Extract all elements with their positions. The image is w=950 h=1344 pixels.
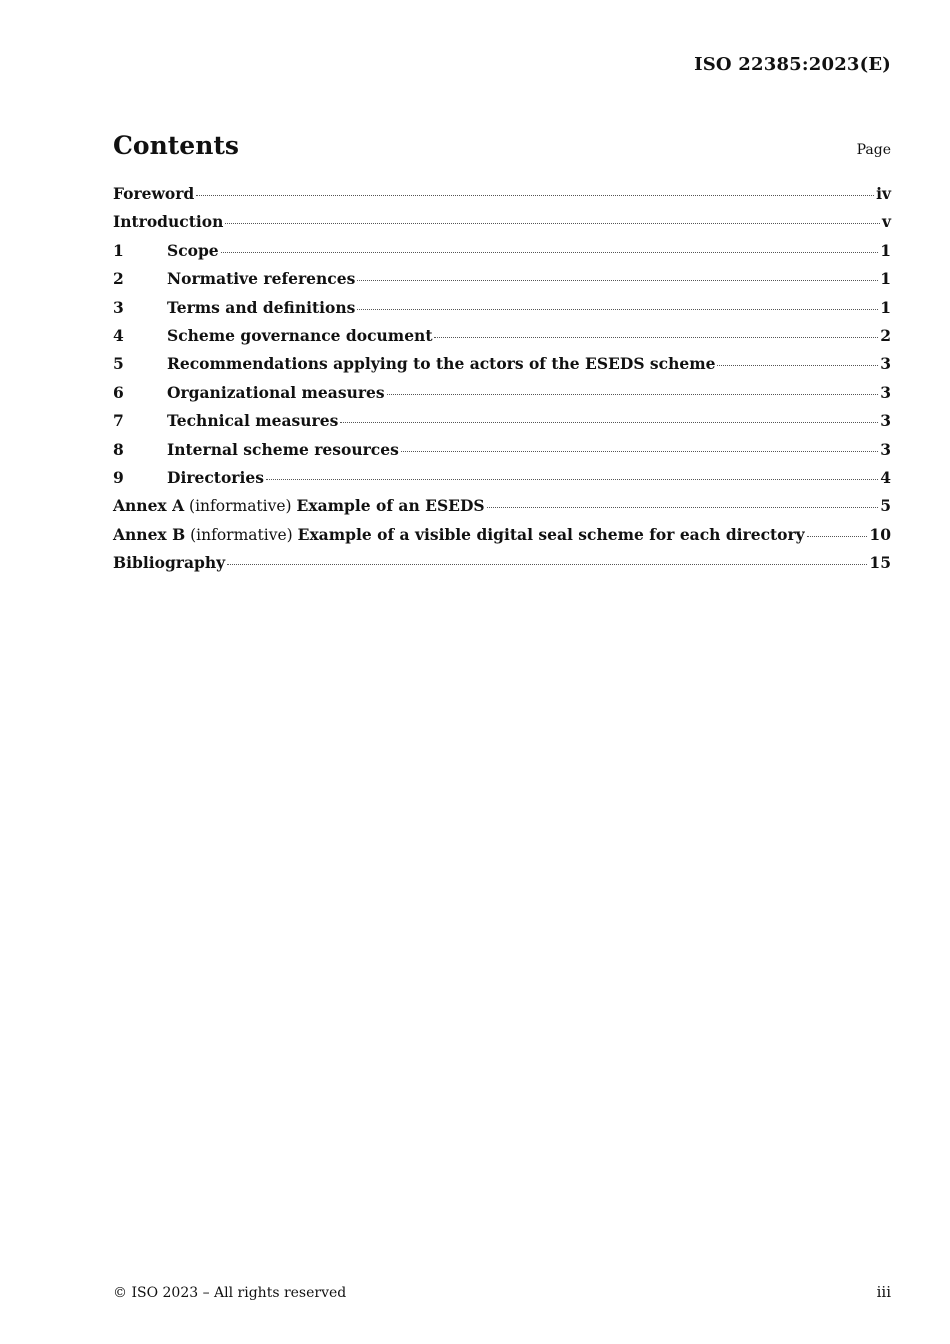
toc-entry-label: Foreword [113,184,195,203]
contents-title: Contents [113,131,240,160]
toc-leader-dots [357,309,878,310]
toc-entry-label: Bibliography [113,553,226,573]
page-number: iii [876,1283,891,1301]
toc-page-number: 3 [880,439,891,459]
toc-entry-label: Example of an ESEDS [296,496,485,516]
toc-entry-recommendations[interactable] [113,354,891,382]
toc-entry-label: Organizational measures [167,382,385,402]
toc-page-number: 2 [880,325,891,345]
toc-entry-directories[interactable] [113,468,891,496]
copyright-notice: © ISO 2023 – All rights reserved [113,1285,347,1301]
toc-leader-dots [357,280,878,281]
toc-annex-prefix: Annex B [113,524,186,544]
toc-clause-number: 9 [113,467,124,487]
toc-page-number: 5 [880,496,891,516]
toc-leader-dots [487,507,879,508]
toc-entry-label: Terms and definitions [167,297,356,317]
toc-leader-dots [221,252,879,253]
toc-entry-label: Directories [167,467,264,487]
toc-leader-dots [266,479,878,480]
toc-entry-label: Scheme governance document [167,325,433,345]
toc-clause-number: 5 [113,354,124,374]
toc-leader-dots [225,223,880,224]
toc-entry-label: Technical measures [167,411,339,431]
toc-page-number: v [881,212,891,232]
toc-annex-prefix: Annex A [113,496,185,516]
toc-entry-label: Scope [167,240,219,260]
toc-leader-dots [401,451,878,452]
toc-page-number: 1 [880,297,891,317]
toc-leader-dots [434,337,878,338]
toc-page-number: 3 [880,354,891,374]
toc-page-number: iv [876,184,891,203]
toc-entry-scope[interactable] [113,241,891,269]
toc-page-number: 3 [880,382,891,402]
toc-entry-label: Internal scheme resources [167,439,399,459]
toc-clause-number: 8 [113,439,124,459]
toc-page-number: 15 [869,553,891,573]
toc-entry-scheme-governance[interactable] [113,326,891,354]
toc-entry-introduction[interactable] [113,212,891,240]
toc-page-number: 1 [880,269,891,289]
toc-clause-number: 1 [113,240,124,260]
toc-clause-number: 2 [113,269,124,289]
toc-entry-terms-definitions[interactable] [113,298,891,326]
toc-entry-label: Recommendations applying to the actors of the ESEDS scheme [167,354,716,374]
toc-annex-note: (informative) [189,497,292,516]
toc-entry-annex-a[interactable] [113,496,891,524]
page-column-label: Page [856,142,891,158]
table-of-contents [113,184,891,581]
toc-leader-dots [717,365,878,366]
toc-entry-annex-b[interactable] [113,525,891,553]
toc-clause-number: 3 [113,297,124,317]
toc-leader-dots [340,422,878,423]
toc-clause-number: 7 [113,411,124,431]
toc-page-number: 1 [880,240,891,260]
toc-leader-dots [807,536,868,537]
toc-clause-number: 6 [113,382,124,402]
toc-entry-label: Example of a visible digital seal scheme for each directory [297,524,805,544]
toc-entry-label: Introduction [113,212,224,232]
toc-entry-normative-references[interactable] [113,269,891,297]
toc-annex-note: (informative) [190,525,293,544]
toc-entry-organizational-measures[interactable] [113,383,891,411]
toc-entry-technical-measures[interactable] [113,411,891,439]
toc-page-number: 10 [869,524,891,544]
toc-leader-dots [196,195,874,196]
toc-entry-internal-resources[interactable] [113,440,891,468]
document-id: ISO 22385:2023(E) [694,54,891,75]
toc-entry-bibliography[interactable] [113,553,891,581]
toc-page-number: 4 [880,467,891,487]
toc-clause-number: 4 [113,325,124,345]
toc-leader-dots [387,394,879,395]
toc-leader-dots [227,564,867,565]
toc-entry-label: Normative references [167,269,356,289]
toc-page-number: 3 [880,411,891,431]
toc-entry-foreword[interactable] [113,184,891,212]
